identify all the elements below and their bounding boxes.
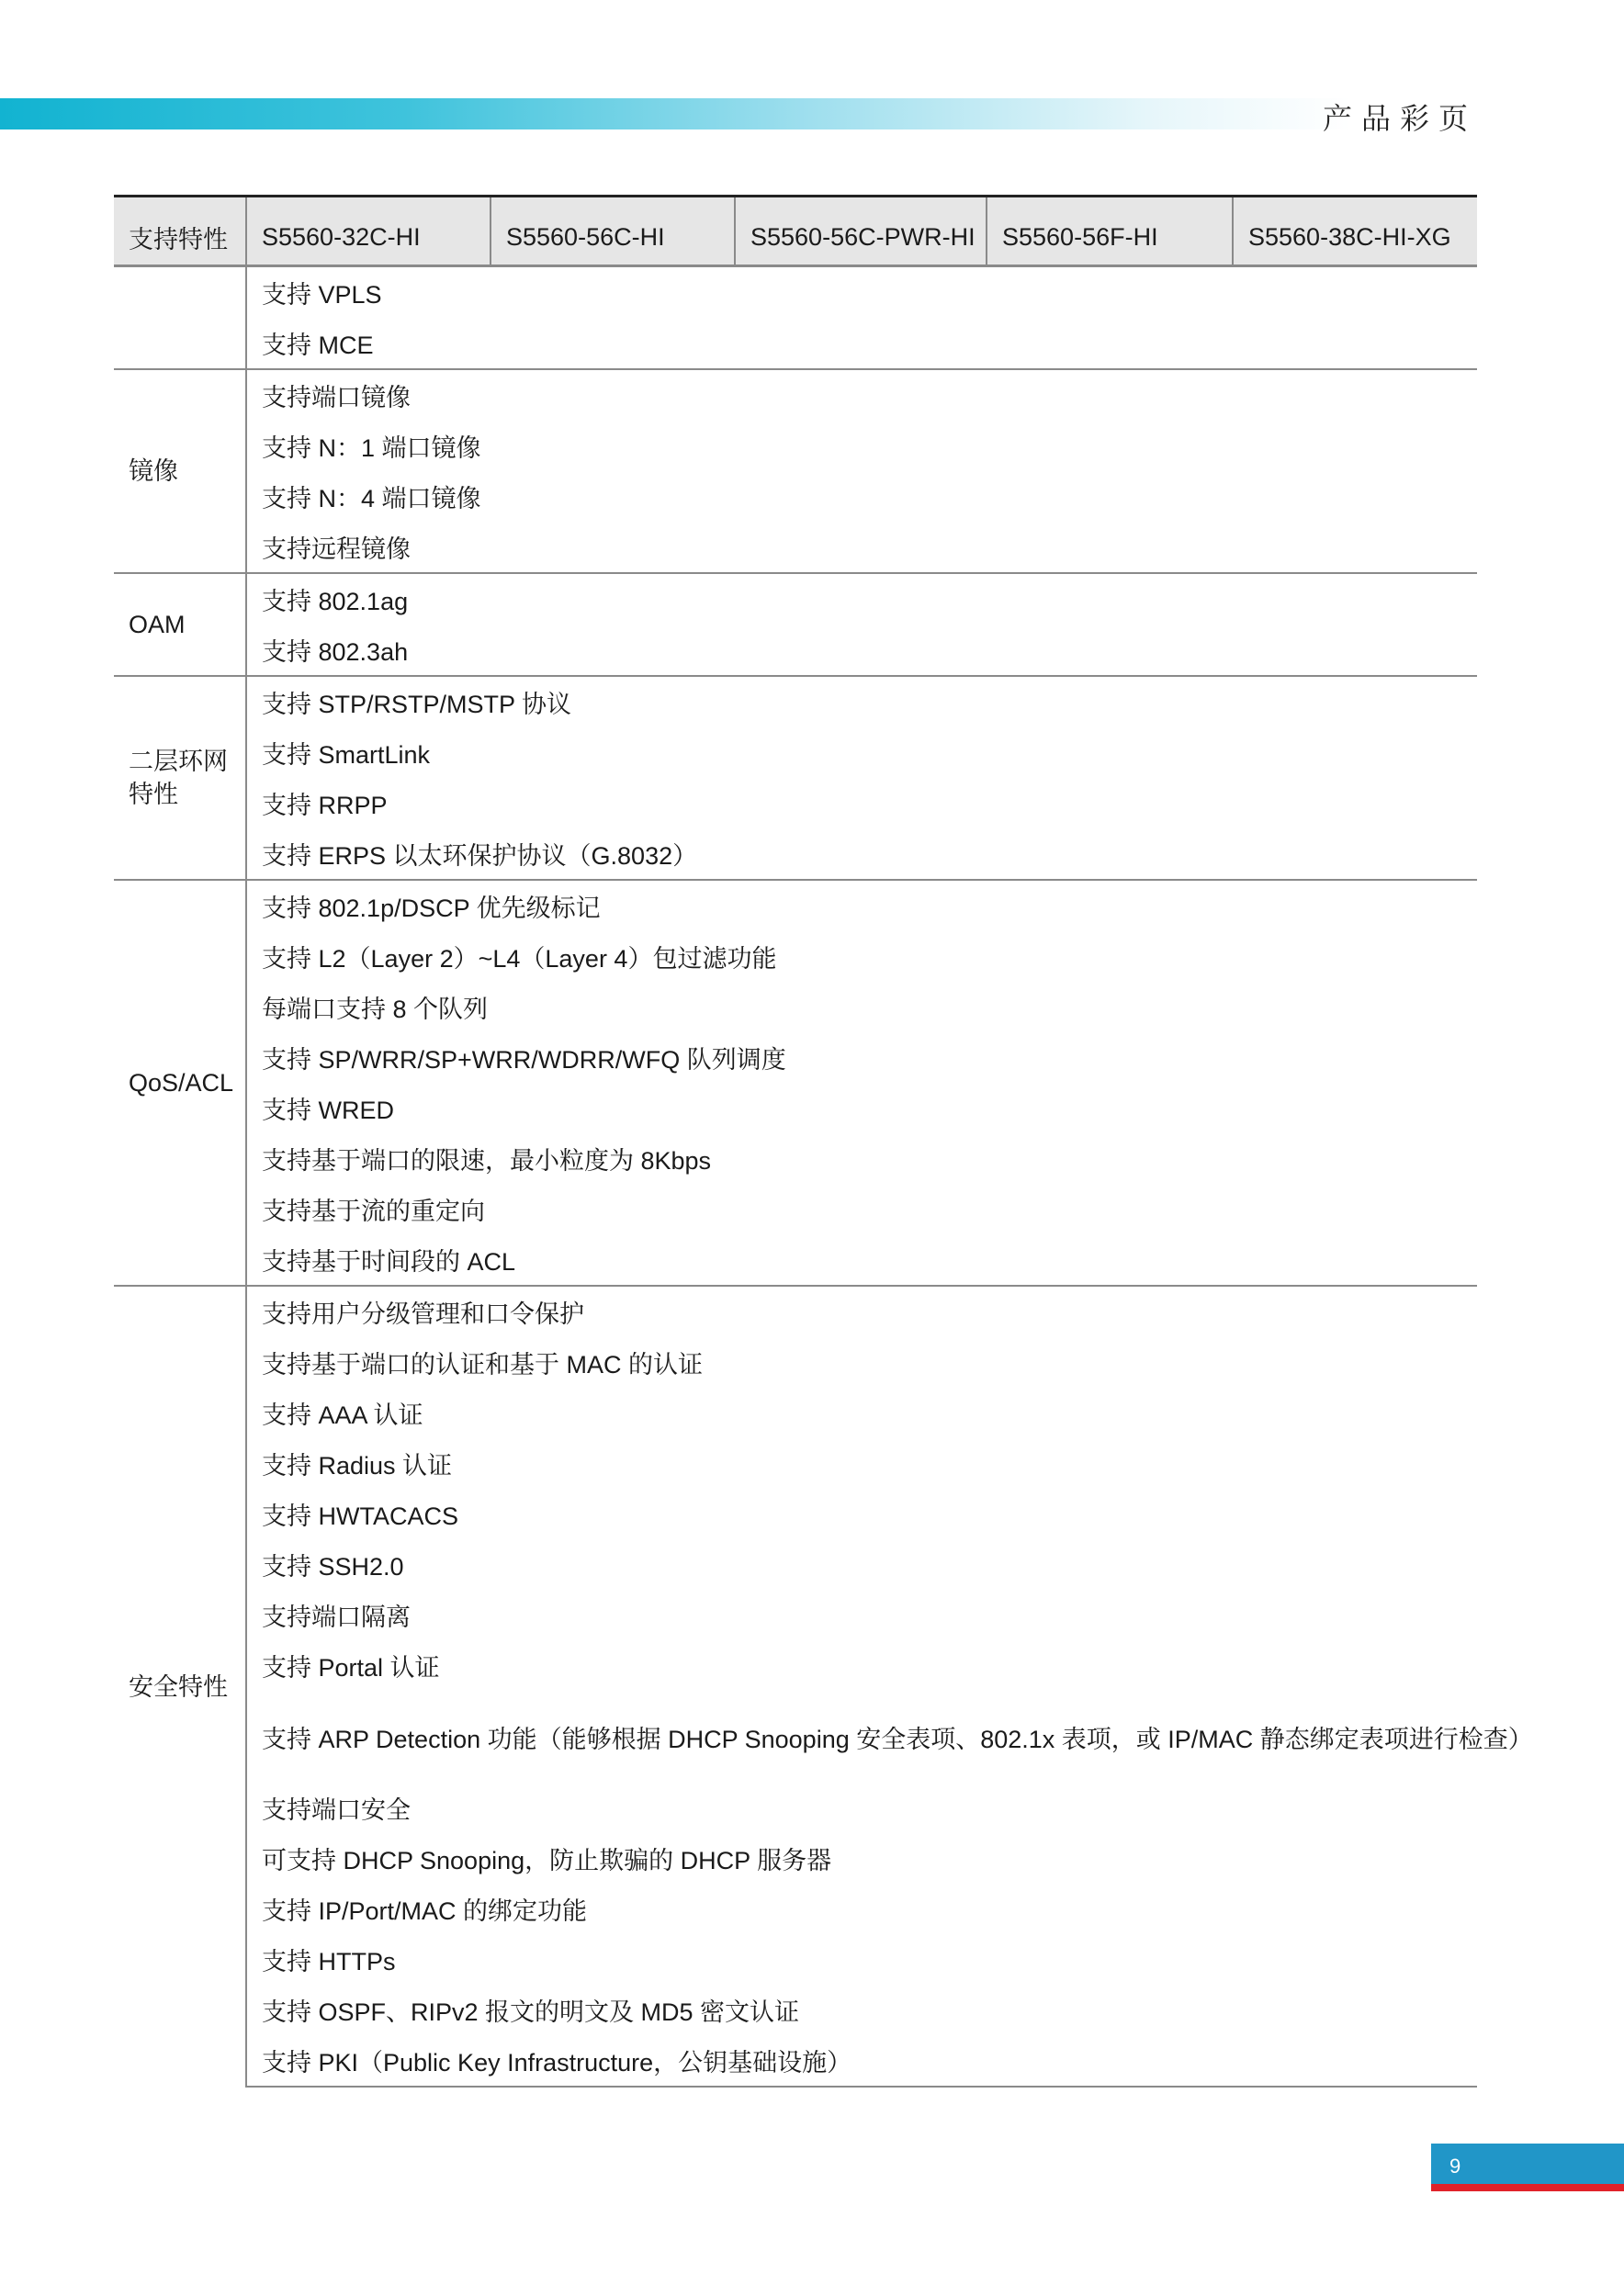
feature-item: 支持 HWTACACS: [262, 1503, 458, 1530]
table-row: [114, 1884, 1477, 1934]
table-row: [114, 880, 1477, 931]
feature-item: 支持 ARP Detection 功能（能够根据 DHCP Snooping 安全表项、802.1x 表项，或 IP/MAC 静态绑定表项进行检查）: [262, 1725, 1533, 1753]
feature-item: 支持 OSPF、RIPv2 报文的明文及 MD5 密文认证: [262, 1998, 800, 2026]
feature-item: 每端口支持 8 个队列: [262, 996, 489, 1023]
table-row: [114, 1934, 1477, 1985]
feature-item: 支持 PKI（Public Key Infrastructure，公钥基础设施）: [246, 2035, 1477, 2087]
table-row: [114, 1234, 1477, 1286]
feature-item: 支持 WRED: [262, 1097, 394, 1124]
table-header-row: [114, 197, 1477, 266]
table-row: [114, 369, 1477, 421]
feature-item: 支持 HTTPs: [262, 1948, 396, 1975]
table-row: [114, 1286, 1477, 1337]
table-row: [114, 1985, 1477, 2035]
table-row: [114, 421, 1477, 471]
feature-item: 支持 L2（Layer 2）~L4（Layer 4）包过滤功能: [262, 945, 777, 973]
feature-item: 支持基于端口的认证和基于 MAC 的认证: [262, 1351, 704, 1379]
feature-item: 支持端口安全: [262, 1796, 411, 1824]
table-row: [114, 1833, 1477, 1884]
header-title: 产品彩页: [1322, 101, 1477, 136]
table-row: [114, 625, 1477, 676]
feature-item: 支持端口镜像: [246, 369, 1477, 421]
category-cell: QoS/ACL: [114, 880, 246, 1286]
category-cell: [114, 266, 246, 370]
table-row: [114, 982, 1477, 1032]
table-row: [114, 1640, 1477, 1691]
feature-item: 支持 STP/RSTP/MSTP 协议: [246, 676, 1477, 727]
feature-item: 支持基于端口的限速，最小粒度为 8Kbps: [262, 1147, 712, 1175]
feature-item: 支持基于时间段的 ACL: [262, 1248, 516, 1276]
table-row: [114, 1489, 1477, 1539]
feature-item: 支持 Radius 认证: [262, 1452, 453, 1480]
table-row: [114, 2035, 1477, 2087]
table-row: [114, 573, 1477, 625]
feature-item: 支持端口隔离: [262, 1604, 411, 1631]
feature-item: 支持 RRPP: [262, 792, 388, 819]
feature-item: 支持 Portal 认证: [262, 1654, 440, 1682]
table-row: [114, 1590, 1477, 1640]
table-row: [114, 828, 1477, 880]
table-row: [114, 1438, 1477, 1489]
table-row: [114, 931, 1477, 982]
feature-item: 支持 802.1p/DSCP 优先级标记: [246, 880, 1477, 931]
page-number-accent: [1431, 2184, 1624, 2191]
table-row: [114, 1337, 1477, 1388]
feature-item: 支持基于流的重定向: [262, 1198, 485, 1225]
category-cell: 镜像: [114, 369, 246, 573]
feature-item: 支持 AAA 认证: [262, 1401, 423, 1429]
table-row: [114, 727, 1477, 778]
feature-item: 支持 802.3ah: [262, 638, 409, 666]
table-row: [114, 1184, 1477, 1234]
table-row: [114, 1388, 1477, 1438]
table-row: [114, 1032, 1477, 1083]
feature-item: 支持 SP/WRR/SP+WRR/WDRR/WFQ 队列调度: [262, 1046, 786, 1074]
category-cell: 二层环网特性: [114, 676, 246, 880]
spec-table-body: [114, 266, 1533, 2088]
feature-item: 支持 N：1 端口镜像: [262, 434, 481, 462]
table-row: [114, 1539, 1477, 1590]
table-row: [114, 1083, 1477, 1133]
table-row: [114, 266, 1477, 319]
table-row: [114, 778, 1477, 828]
table-row: [114, 471, 1477, 522]
table-row: [114, 318, 1477, 369]
table-row: [114, 1133, 1477, 1184]
feature-item: 支持 SmartLink: [262, 741, 431, 769]
column-header: S5560-56C-HI: [491, 197, 735, 266]
table-row: [114, 522, 1477, 573]
page-number: 9: [1449, 2155, 1461, 2178]
category-cell: OAM: [114, 573, 246, 676]
feature-item: 支持用户分级管理和口令保护: [246, 1286, 1477, 1337]
table-row: [114, 1783, 1477, 1833]
feature-item: 支持 ERPS 以太环保护协议（G.8032）: [262, 842, 698, 870]
feature-item: 支持 802.1ag: [246, 573, 1477, 625]
feature-item: 支持 VPLS: [262, 281, 382, 309]
spec-table: [114, 195, 1533, 2088]
column-header: 支持特性: [114, 197, 246, 266]
header-gradient-bar: [0, 98, 1350, 129]
feature-item: 支持 N：4 端口镜像: [262, 485, 481, 512]
feature-item: 可支持 DHCP Snooping，防止欺骗的 DHCP 服务器: [262, 1847, 832, 1874]
column-header: S5560-32C-HI: [246, 197, 491, 266]
column-header: S5560-38C-HI-XG: [1233, 197, 1477, 266]
feature-item: 支持 SSH2.0: [262, 1553, 404, 1581]
column-header: S5560-56F-HI: [987, 197, 1233, 266]
column-header: S5560-56C-PWR-HI: [735, 197, 987, 266]
feature-item: 支持远程镜像: [262, 535, 411, 563]
feature-item: 支持 MCE: [262, 332, 374, 359]
feature-item: 支持 IP/Port/MAC 的绑定功能: [262, 1897, 588, 1925]
category-cell: 安全特性: [114, 1286, 246, 2087]
table-row: [114, 1691, 1477, 1783]
table-row: [114, 676, 1477, 727]
